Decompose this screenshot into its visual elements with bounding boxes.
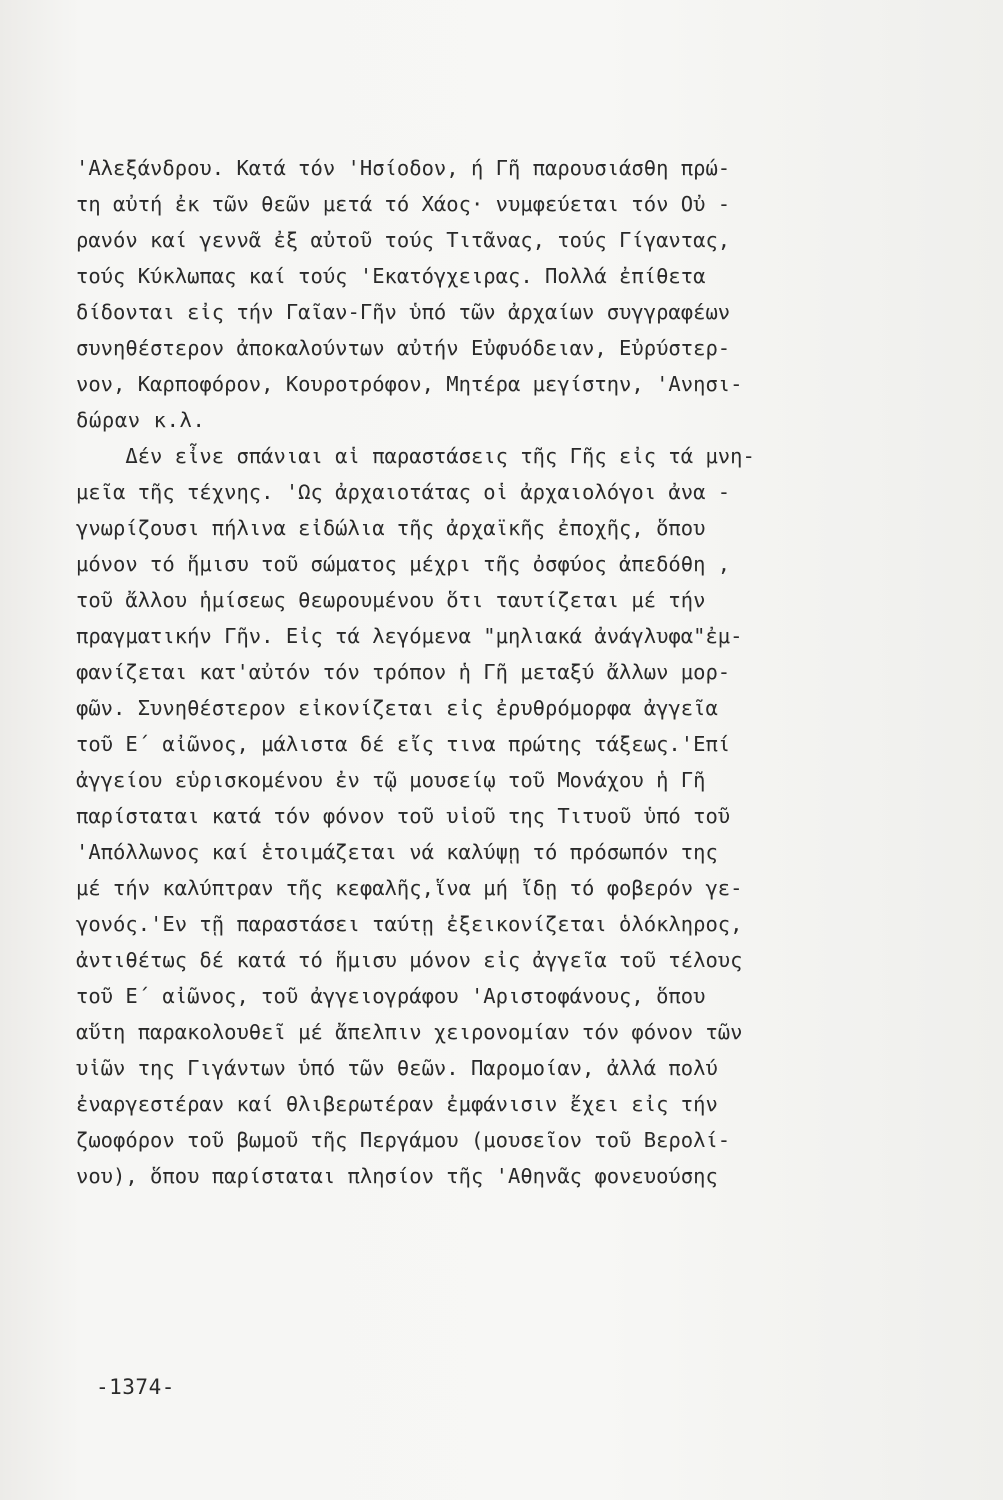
text-line: δώραν κ.λ. <box>76 408 206 432</box>
text-line: τούς Κύκλωπας καί τούς 'Εκατόγχειρας. Πολλά ἐπίθετα <box>76 264 706 288</box>
text-line: τοῦ Ε΄ αἰῶνος, μάλιστα δέ εἴς τινα πρώτης τάξεως.'Επί <box>76 732 731 756</box>
text-line: αὕτη παρακολουθεῖ μέ ἄπελπιν χειρονομίαν τόν φόνον τῶν <box>76 1020 743 1044</box>
text-line: τοῦ Ε΄ αἰῶνος, τοῦ ἀγγειογράφου 'Αριστοφάνους, ὅπου <box>76 984 706 1008</box>
text-line: 'Αλεξάνδρου. Κατά τόν 'Ησίοδον, ή Γῆ παρουσιάσθη πρώ- <box>76 156 731 180</box>
text-line: μεῖα τῆς τέχνης. 'Ως ἀρχαιοτάτας οἱ ἀρχαιολόγοι ἀνα - <box>76 480 731 504</box>
text-line: γονός.'Εν τῇ παραστάσει ταύτῃ ἐξεικονίζεται ὁλόκληρος, <box>76 912 743 936</box>
text-line: ἐναργεστέραν καί θλιβερωτέραν ἐμφάνισιν ἔχει εἰς τήν <box>76 1092 718 1116</box>
text-line: ζωοφόρον τοῦ βωμοῦ τῆς Περγάμου (μουσεῖον τοῦ Βερολί- <box>76 1128 731 1152</box>
text-line: παρίσταται κατά τόν φόνον τοῦ υἱοῦ της Τιτυοῦ ὑπό τοῦ <box>76 804 731 828</box>
text-line: ρανόν καί γεννᾶ ἐξ αὐτοῦ τούς Τιτᾶνας, τούς Γίγαντας, <box>76 228 731 252</box>
text-line: συνηθέστερον ἀποκαλούντων αὐτήν Εὐφυόδειαν, Εὐρύστερ- <box>76 336 731 360</box>
text-line: δίδονται εἰς τήν Γαῖαν-Γῆν ὑπό τῶν ἀρχαίων συγγραφέων <box>76 300 731 324</box>
text-line: υἱῶν της Γιγάντων ὑπό τῶν θεῶν. Παρομοίαν, ἀλλά πολύ <box>76 1056 718 1080</box>
text-line: νου), ὅπου παρίσταται πλησίον τῆς 'Αθηνᾶς φονευούσης <box>76 1164 718 1188</box>
text-line: ἀγγείου εὑρισκομένου ἐν τῷ μουσείῳ τοῦ Μονάχου ἡ Γῆ <box>76 768 706 792</box>
text-line: τοῦ ἄλλου ἡμίσεως θεωρουμένου ὅτι ταυτίζεται μέ τήν <box>76 588 706 612</box>
text-line: Δέν εἶνε σπάνιαι αἱ παραστάσεις τῆς Γῆς εἰς τά μνη- <box>76 444 755 468</box>
page-number: -1374- <box>96 1375 175 1399</box>
text-line: μόνον τό ἥμισυ τοῦ σώματος μέχρι τῆς ὀσφύος ἀπεδόθη , <box>76 552 731 576</box>
text-line: ἀντιθέτως δέ κατά τό ἥμισυ μόνον εἰς ἀγγεῖα τοῦ τέλους <box>76 948 743 972</box>
text-line: νον, Καρποφόρον, Κουροτρόφον, Μητέρα μεγίστην, 'Ανησι- <box>76 372 743 396</box>
text-line: 'Απόλλωνος καί ἑτοιμάζεται νά καλύψῃ τό πρόσωπόν της <box>76 840 718 864</box>
text-line: τη αὐτή ἐκ τῶν θεῶν μετά τό Χάος· νυμφεύεται τόν Οὐ - <box>76 192 731 216</box>
text-line: μέ τήν καλύπτραν τῆς κεφαλῆς,ἵνα μή ἴδῃ τό φοβερόν γε- <box>76 876 743 900</box>
text-line: πραγματικήν Γῆν. Εἰς τά λεγόμενα "μηλιακά ἀνάγλυφα"ἐμ- <box>76 624 743 648</box>
text-line: φανίζεται κατ'αὐτόν τόν τρόπον ἡ Γῆ μεταξύ ἄλλων μορ- <box>76 660 731 684</box>
text-line: φῶν. Συνηθέστερον εἰκονίζεται εἰς ἐρυθρόμορφα ἀγγεῖα <box>76 696 718 720</box>
text-line: γνωρίζουσι πήλινα εἰδώλια τῆς ἀρχαϊκῆς ἐποχῆς, ὅπου <box>76 516 706 540</box>
